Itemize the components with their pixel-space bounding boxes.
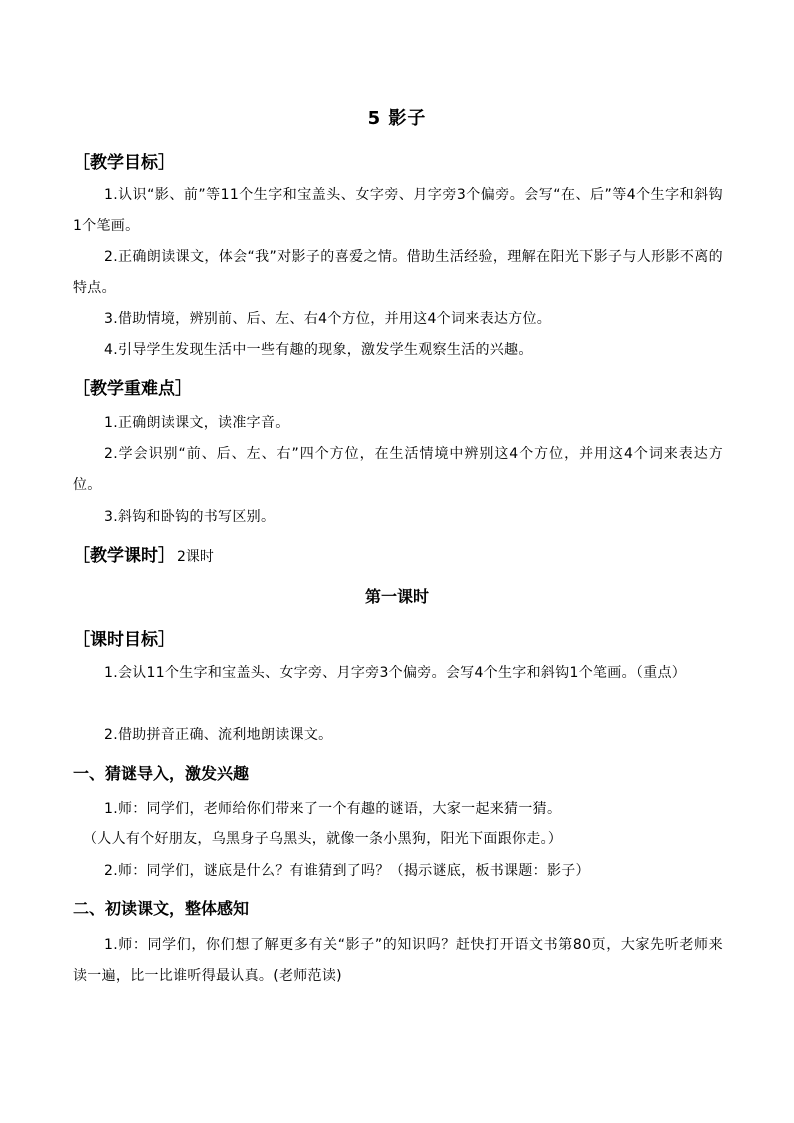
objectives-heading: ［教学目标］ [73, 153, 175, 173]
key-points-heading: ［教学重难点］ [73, 379, 192, 399]
objective-item-3: 3.借助情境，辨别前、后、左、右4个方位，并用这4个词来表达方位。 [104, 311, 552, 327]
section2-item-1: 1.师：同学们，你们想了解更多有关“影子”的知识吗？赶快打开语文书第80页，大家先听老师来读一遍，比一比谁听得最认真。(老师范读) [73, 937, 723, 984]
section1-riddle: （人人有个好朋友，乌黑身子乌黑头，就像一条小黑狗，阳光下面跟你走。） [83, 831, 563, 847]
objective-item-1: 1.认识“影、前”等11个生字和宝盖头、女字旁、月字旁3个偏旁。会写“在、后”等4个生字和斜钩1个笔画。 [73, 187, 723, 234]
lesson1-objective-item-2: 2.借助拼音正确、流利地朗读课文。 [104, 727, 333, 743]
key-point-item-2: 2.学会识别“前、后、左、右”四个方位，在生活情境中辨别这4个方位，并用这4个词来表达方位。 [73, 446, 723, 493]
class-hours-line [73, 541, 214, 566]
lesson1-objective-item-1: 1.会认11个生字和宝盖头、女字旁、月字旁3个偏旁。会写4个生字和斜钩1个笔画。（重点） [104, 665, 687, 681]
class-hours-heading: ［教学课时］ [73, 546, 175, 566]
section1-item-1: 1.师：同学们，老师给你们带来了一个有趣的谜语，大家一起来猜一猜。 [104, 801, 562, 817]
lesson1-objectives-heading: ［课时目标］ [73, 630, 175, 650]
lesson1-title: 第一课时 [364, 587, 429, 606]
objective-item-4: 4.引导学生发现生活中一些有趣的现象，激发学生观察生活的兴趣。 [104, 342, 533, 358]
key-point-item-1: 1.正确朗读课文，读准字音。 [104, 415, 290, 431]
lesson-title: 5 影子 [367, 108, 427, 129]
objective-item-2: 2.正确朗读课文，体会“我”对影子的喜爱之情。借助生活经验，理解在阳光下影子与人形影不离的特点。 [73, 249, 723, 296]
section1-heading: 一、猜谜导入，激发兴趣 [73, 764, 250, 783]
class-hours-value: 2课时 [177, 549, 214, 565]
section1-item-2: 2.师：同学们，谜底是什么？有谁猜到了吗？（揭示谜底，板书课题：影子） [104, 863, 590, 879]
section2-heading: 二、初读课文，整体感知 [73, 899, 250, 918]
key-point-item-3: 3.斜钩和卧钩的书写区别。 [104, 509, 276, 525]
